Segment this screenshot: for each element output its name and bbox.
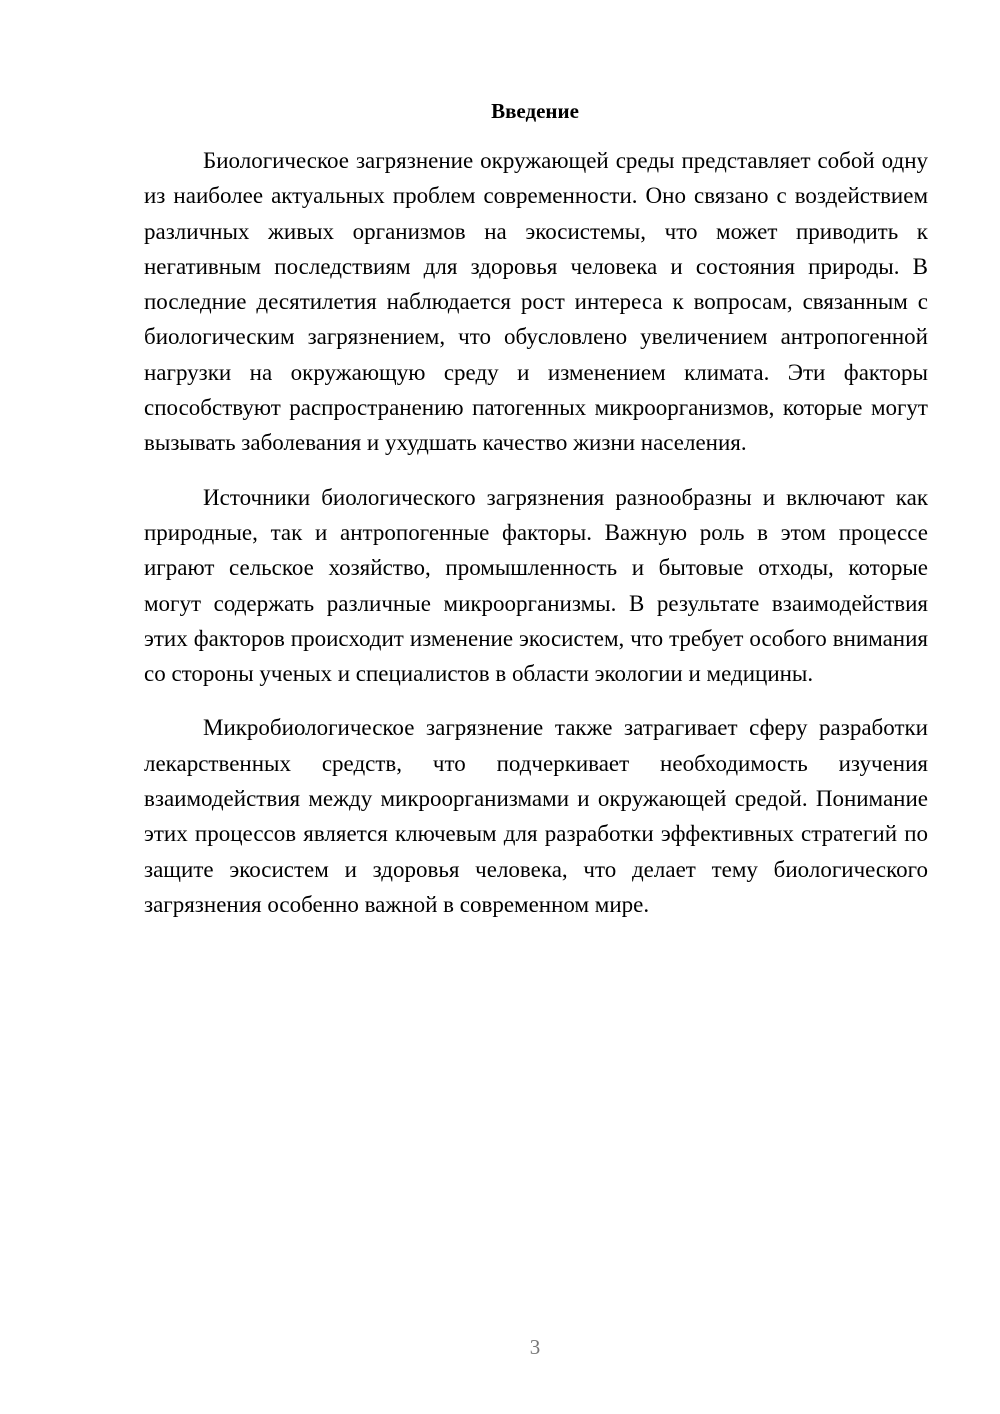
section-title: Введение — [491, 99, 579, 123]
paragraph-1: Биологическое загрязнение окружающей среды представляет собой одну из наиболее актуальных проблем современности. Оно связано с воздействием различных живых организмов на экосистемы, что может приводить к негативным последствиям для здоровья человека и состояния природы. В последние десятилетия наблюдается рост интереса к вопросам, связанным с биологическим загрязнением, что обусловлено увеличением антропогенной нагрузки на окружающую среду и изменением климата. Эти факторы способствуют распространению патогенных микроорганизмов, которые могут вызывать заболевания и ухудшать качество жизни населения. — [144, 148, 928, 456]
paragraph-3: Микробиологическое загрязнение также затрагивает сферу разработки лекарственных средств, что подчеркивает необходимость изучения взаимодействия между микроорганизмами и окружающей средой. Понимание этих процессов является ключевым для разработки эффективных стратегий по защите экосистем и здоровья человека, что делает тему биологического загрязнения особенно важной в современном мире. — [144, 715, 928, 917]
page-number: 3 — [529, 1335, 541, 1359]
paragraph-2: Источники биологического загрязнения разнообразны и включают как природные, так и антропогенные факторы. Важную роль в этом процессе играют сельское хозяйство, промышленность и бытовые отходы, которые могут содержать различные микроорганизмы. В результате взаимодействия этих факторов происходит изменение экосистем, что требует особого внимания со стороны ученых и специалистов в области экологии и медицины. — [144, 484, 928, 687]
body-text — [144, 143, 928, 922]
